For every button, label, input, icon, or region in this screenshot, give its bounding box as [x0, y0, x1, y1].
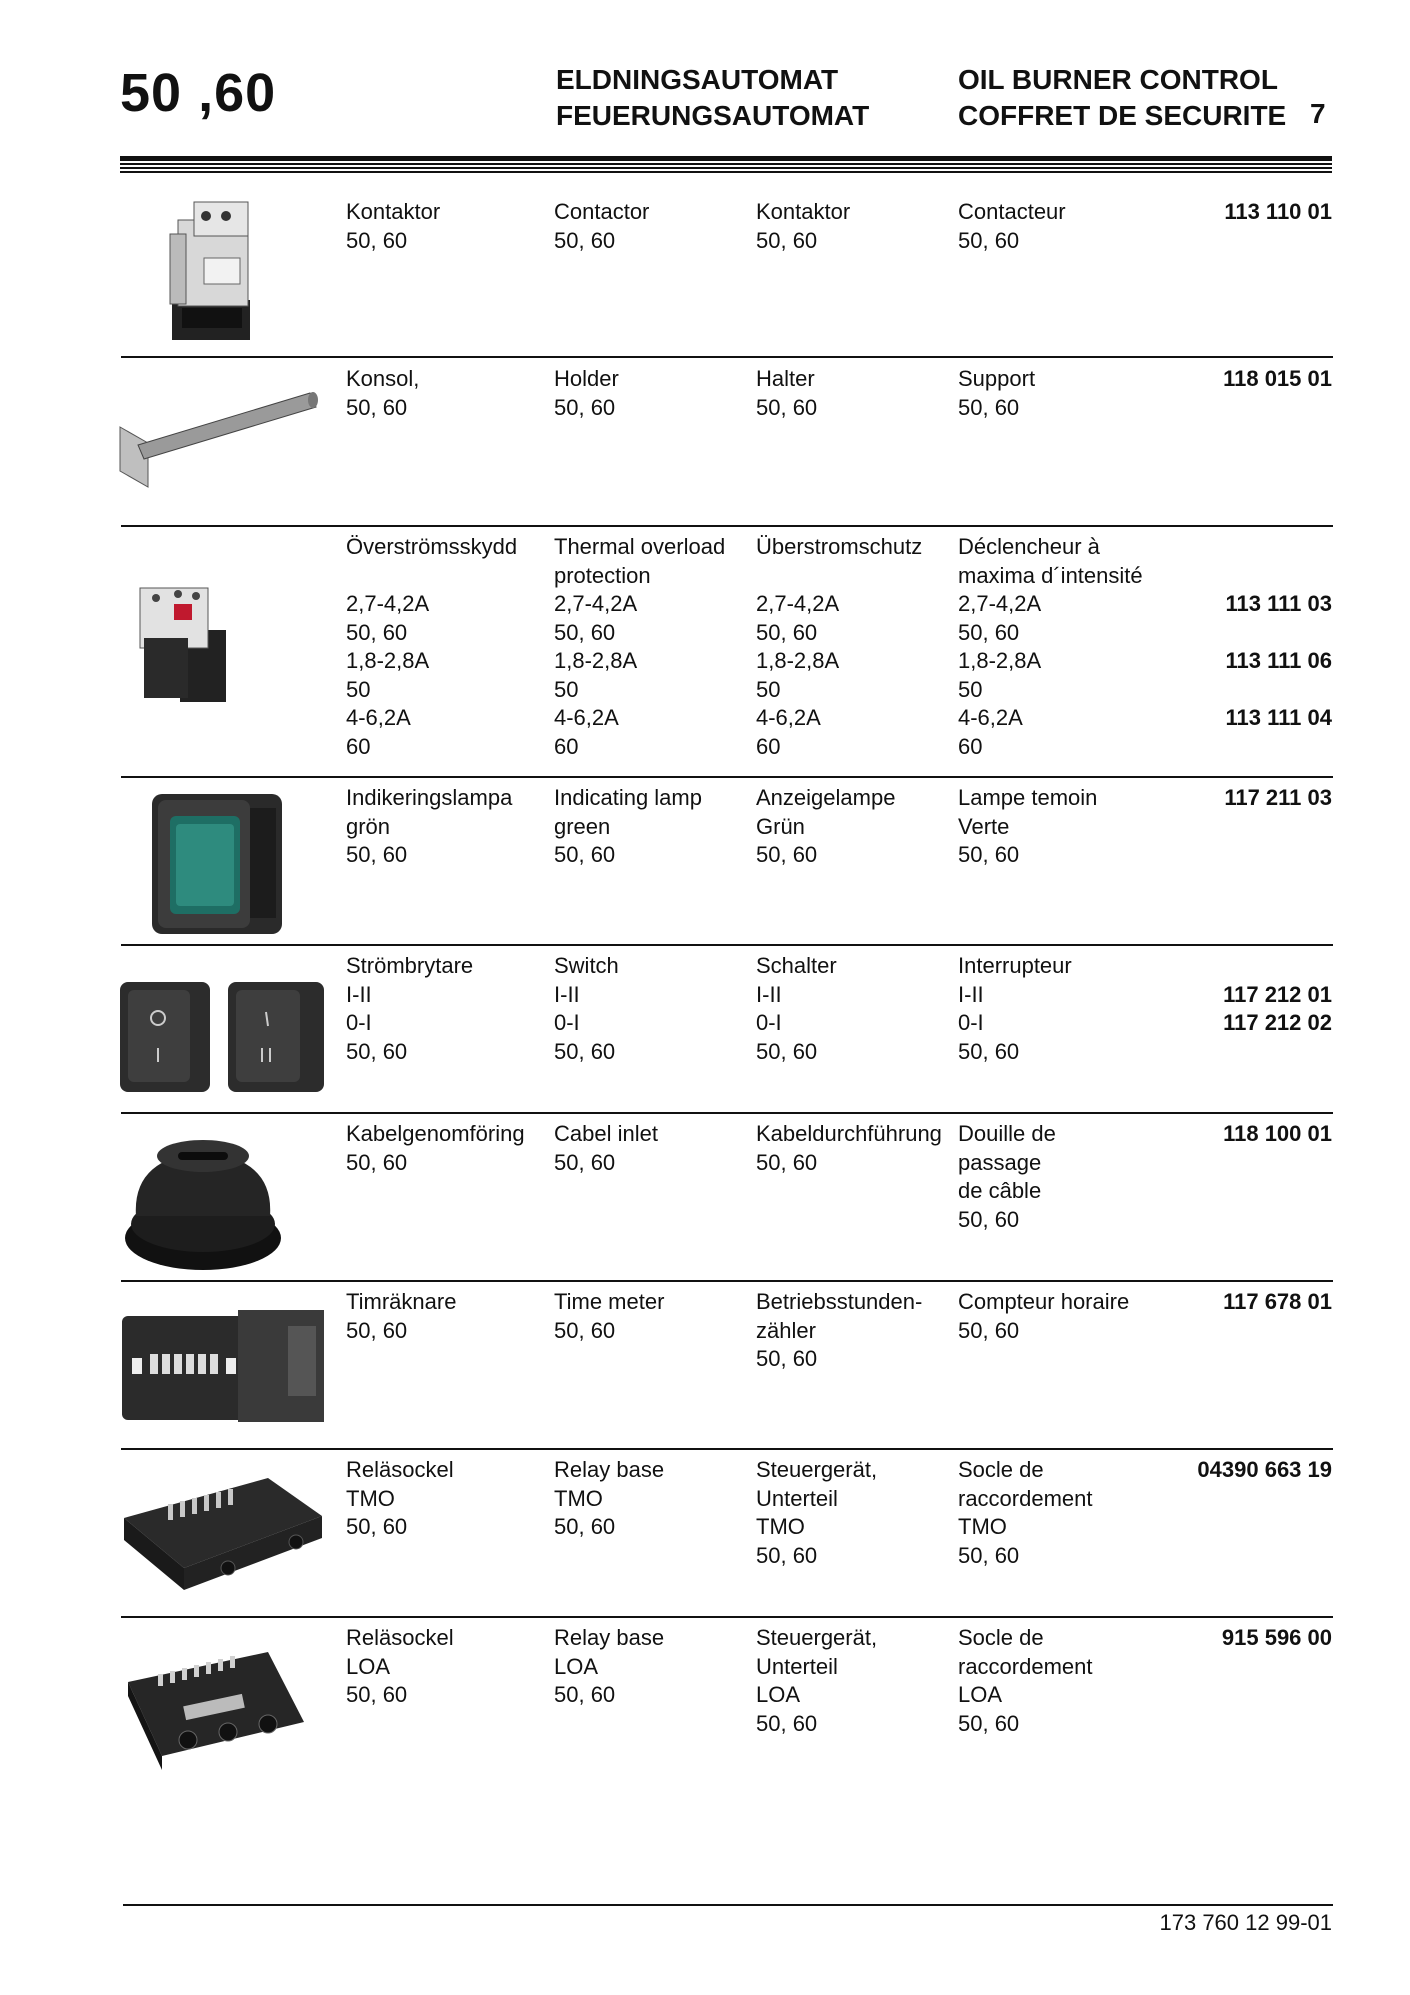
part-number: 113 110 01	[1224, 199, 1332, 224]
page-number: 7	[1310, 98, 1326, 129]
row-divider	[121, 1448, 1333, 1450]
desc-swedish: Kontaktor 50, 60	[346, 199, 441, 253]
title-swedish: ELDNINGSAUTOMAT	[556, 64, 839, 95]
row-divider	[121, 776, 1333, 778]
time-meter-photo	[118, 1306, 328, 1426]
title-english: OIL BURNER CONTROL	[958, 64, 1278, 95]
desc-german: Steuergerät, Unterteil TMO 50, 60	[756, 1457, 878, 1568]
desc-german: Kontaktor 50, 60	[756, 199, 851, 253]
desc-french: Lampe temoin Verte 50, 60	[958, 785, 1098, 867]
part-number: 915 596 00	[1221, 1625, 1332, 1650]
desc-swedish: Kabelgenomföring 50, 60	[346, 1121, 525, 1175]
thermal-overload-photo	[118, 578, 318, 708]
document-number: 173 760 12 99-01	[1159, 1910, 1332, 1935]
desc-english: Time meter 50, 60	[554, 1289, 665, 1343]
part-number: 04390 663 19	[1197, 1457, 1332, 1482]
part-number: 117 212 01 117 212 02	[1223, 981, 1332, 1035]
desc-french: Déclencheur à maxima d´intensité 2,7-4,2A 50, 60 1,8-2,8A 50 4-6,2A 60	[958, 534, 1143, 759]
row-divider	[121, 356, 1333, 358]
desc-german: Steuergerät, Unterteil LOA 50, 60	[756, 1625, 878, 1736]
desc-swedish: Indikeringslampa grön 50, 60	[346, 785, 513, 867]
row-divider	[121, 525, 1333, 527]
desc-french: Douille de passage de câble 50, 60	[958, 1121, 1056, 1232]
desc-swedish: Överströmsskydd 2,7-4,2A 50, 60 1,8-2,8A 50 4-6,2A 60	[346, 534, 518, 759]
row-divider	[121, 944, 1333, 946]
desc-swedish: Strömbrytare I-II 0-I 50, 60	[346, 953, 474, 1064]
part-number: 117 678 01	[1223, 1289, 1332, 1314]
desc-english: Cabel inlet 50, 60	[554, 1121, 658, 1175]
desc-german: Anzeigelampe Grün 50, 60	[756, 785, 896, 867]
model-number: 50 ,60	[120, 63, 277, 123]
desc-swedish: Reläsockel TMO 50, 60	[346, 1457, 454, 1539]
indicating-lamp-photo	[118, 788, 318, 938]
holder-rod-photo	[118, 385, 318, 495]
desc-french: Interrupteur I-II 0-I 50, 60	[958, 953, 1072, 1064]
desc-german: Schalter I-II 0-I 50, 60	[756, 953, 837, 1064]
desc-french: Compteur horaire 50, 60	[958, 1289, 1130, 1343]
desc-french: Socle de raccordement TMO 50, 60	[958, 1457, 1093, 1568]
desc-english: Holder 50, 60	[554, 366, 619, 420]
desc-english: Relay base LOA 50, 60	[554, 1625, 665, 1707]
contactor-photo	[118, 198, 318, 348]
row-divider	[121, 1616, 1333, 1618]
part-number: 118 100 01	[1223, 1121, 1332, 1146]
part-number: 117 211 03	[1224, 785, 1332, 810]
part-number: 113 111 03 113 111 06 113 111 04	[1225, 591, 1332, 730]
footer-rule	[123, 1904, 1333, 1906]
desc-french: Socle de raccordement LOA 50, 60	[958, 1625, 1093, 1736]
desc-french: Support 50, 60	[958, 366, 1036, 420]
relay-base-tmo-photo	[118, 1464, 328, 1594]
title-german: FEUERUNGSAUTOMAT	[556, 100, 870, 131]
desc-swedish: Timräknare 50, 60	[346, 1289, 457, 1343]
desc-english: Relay base TMO 50, 60	[554, 1457, 665, 1539]
desc-swedish: Konsol, 50, 60	[346, 366, 420, 420]
header-rule	[120, 156, 1332, 175]
desc-german: Überstromschutz 2,7-4,2A 50, 60 1,8-2,8A 50 4-6,2A 60	[756, 534, 923, 759]
header-title-sv-de	[556, 62, 869, 134]
row-divider	[121, 1112, 1333, 1114]
relay-base-loa-photo	[118, 1644, 308, 1774]
desc-german: Halter 50, 60	[756, 366, 818, 420]
part-number: 118 015 01	[1223, 366, 1332, 391]
desc-french: Contacteur 50, 60	[958, 199, 1066, 253]
desc-english: Thermal overload protection 2,7-4,2A 50, 60 1,8-2,8A 50 4-6,2A 60	[554, 534, 726, 759]
switch-photo	[118, 976, 328, 1096]
header-title-en-fr	[958, 62, 1286, 134]
row-divider	[121, 1280, 1333, 1282]
desc-german: Kabeldurchführung 50, 60	[756, 1121, 942, 1175]
desc-german: Betriebsstunden- zähler 50, 60	[756, 1289, 923, 1371]
title-french: COFFRET DE SECURITE	[958, 100, 1287, 131]
cable-inlet-photo	[118, 1128, 318, 1278]
desc-english: Contactor 50, 60	[554, 199, 650, 253]
desc-swedish: Reläsockel LOA 50, 60	[346, 1625, 454, 1707]
desc-english: Indicating lamp green 50, 60	[554, 785, 702, 867]
desc-english: Switch I-II 0-I 50, 60	[554, 953, 619, 1064]
